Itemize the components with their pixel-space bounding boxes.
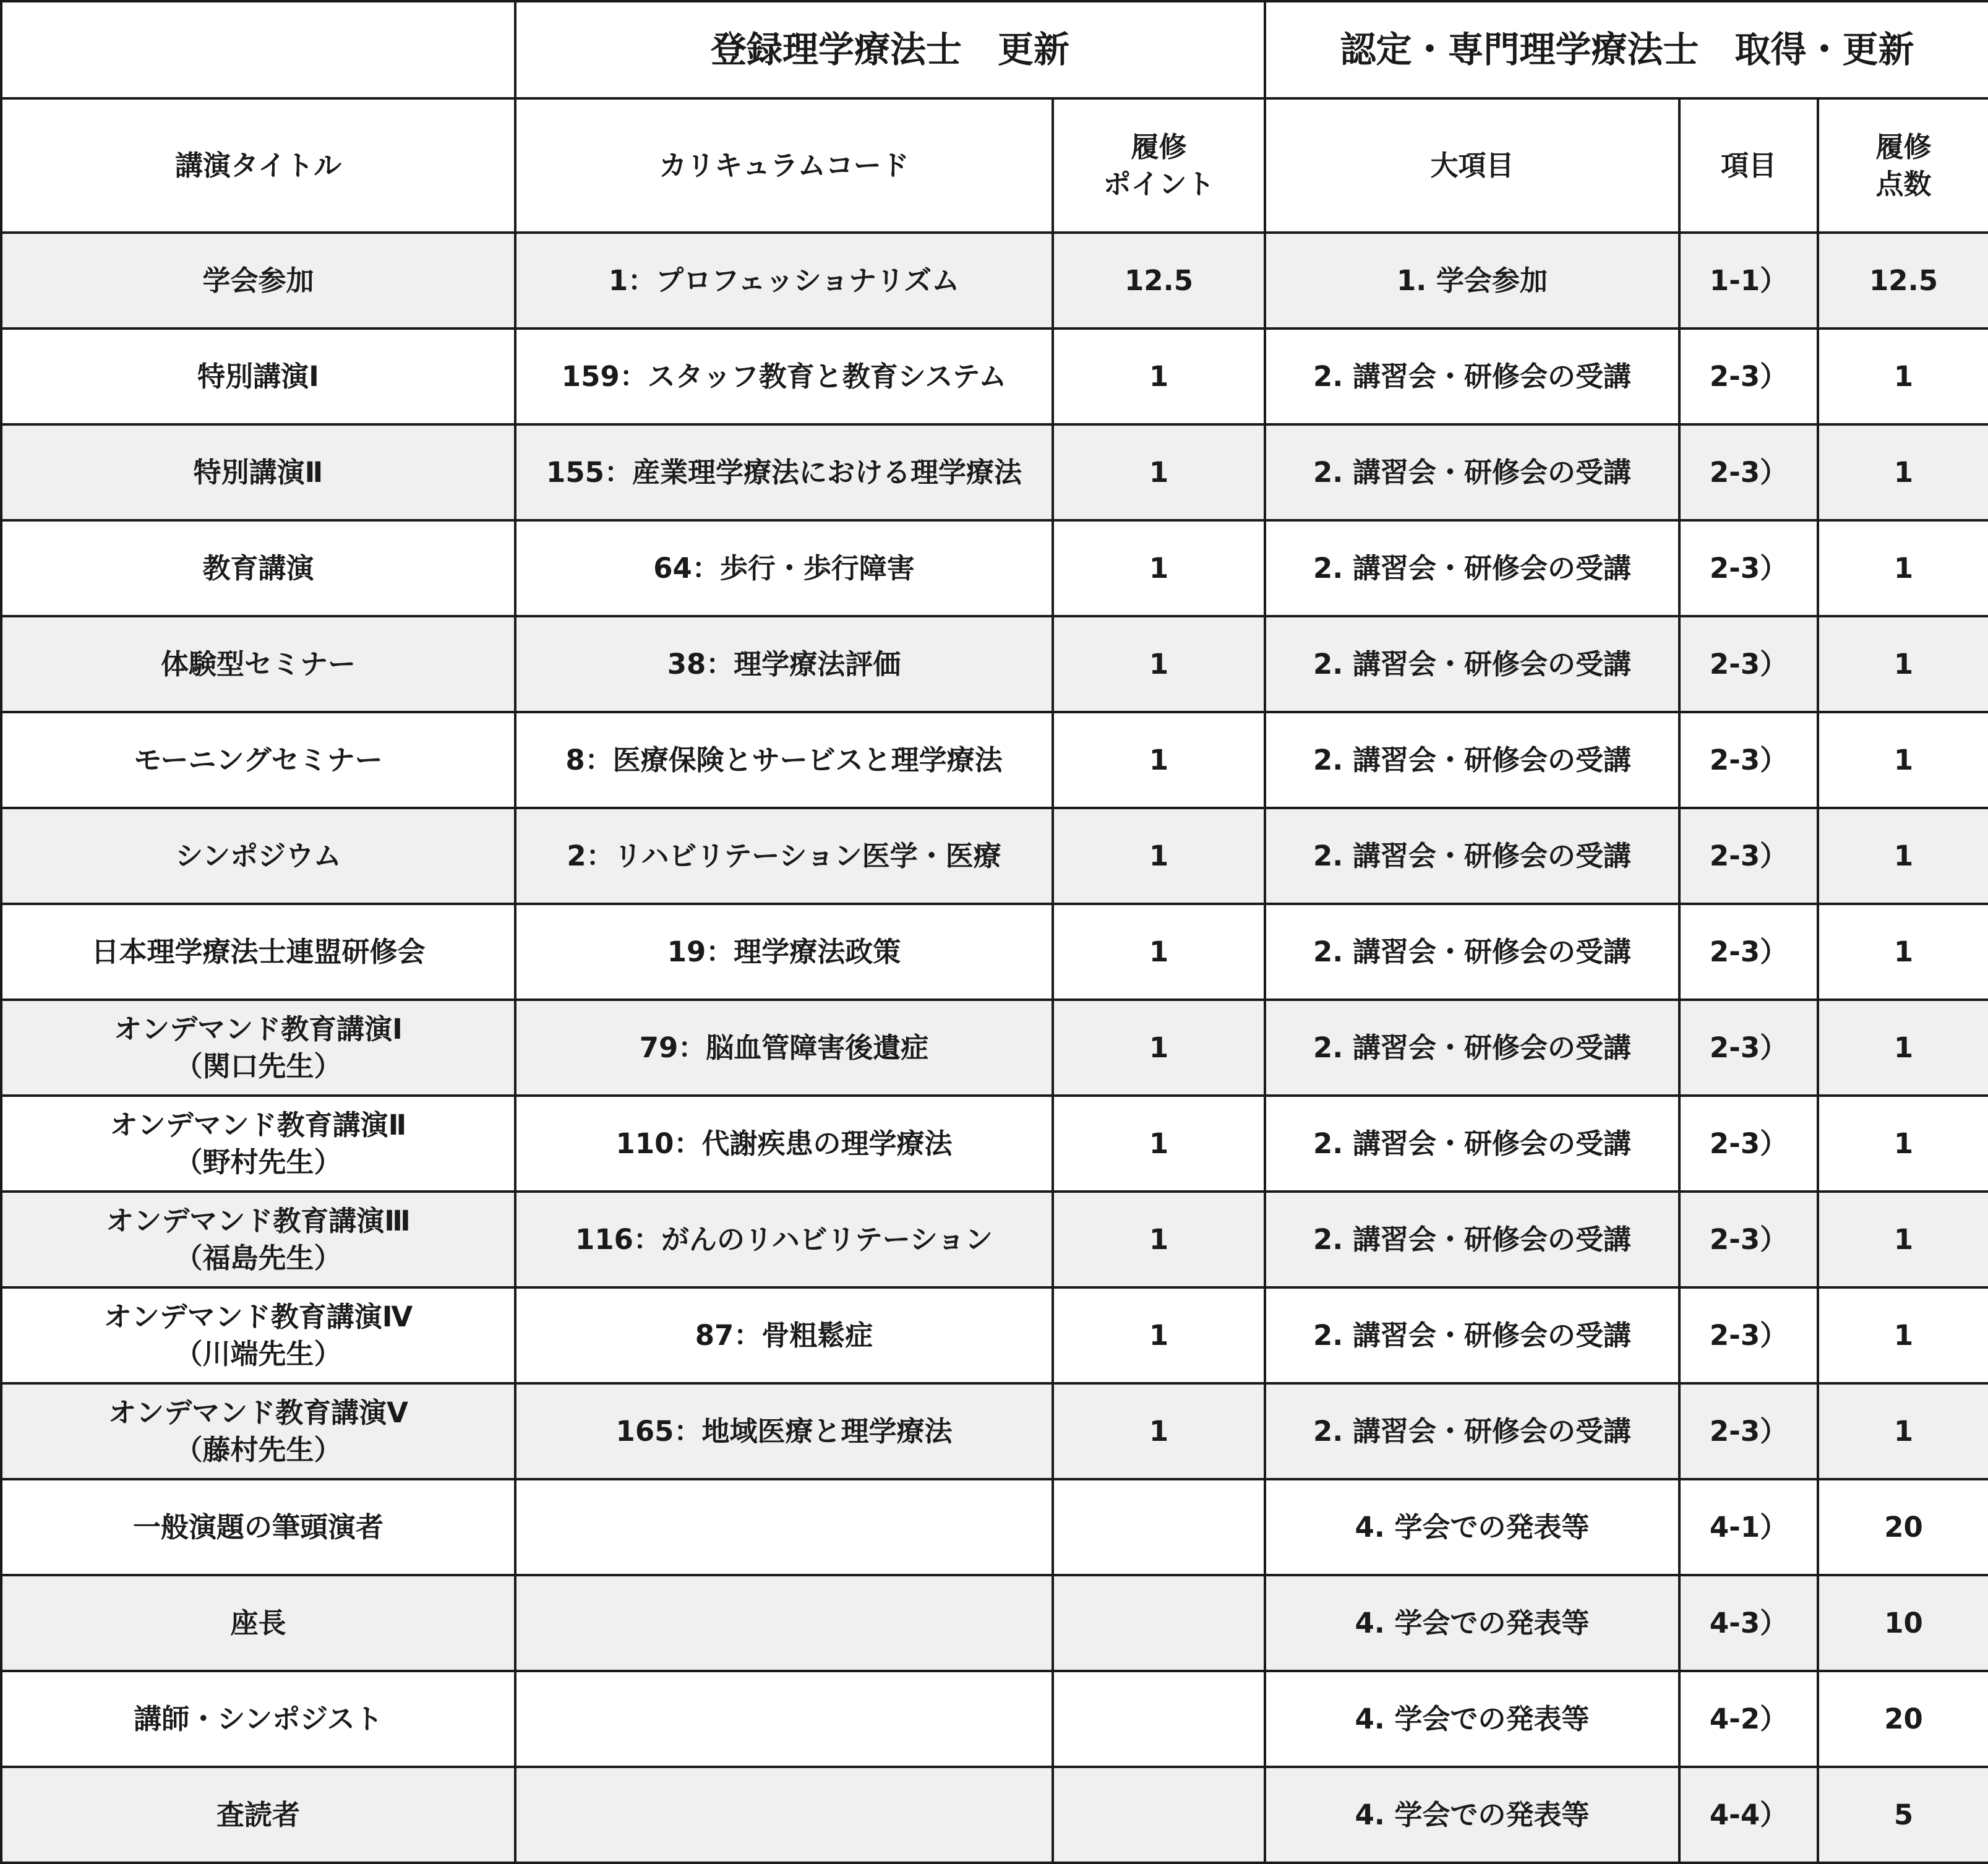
points-cell — [1053, 1671, 1265, 1767]
lecture-title: 日本理学療法士連盟研修会 — [91, 935, 426, 968]
lecture-lecturer: （藤村先生） — [174, 1433, 342, 1466]
table-row — [1, 616, 1988, 712]
curriculum-code-cell: 155：産業理学療法における理学療法 — [515, 424, 1053, 520]
lecture-title: モーニングセミナー — [134, 743, 383, 776]
lecture-title-cell — [1, 904, 515, 1000]
lecture-lecturer: （福島先生） — [174, 1241, 342, 1274]
category-cell: 4. 学会での発表等 — [1265, 1575, 1679, 1671]
curriculum-code-cell: 38：理学療法評価 — [515, 616, 1053, 712]
lecture-title-cell — [1, 1767, 515, 1863]
score-cell: 1 — [1818, 1192, 1988, 1287]
curriculum-code-cell: 165：地域医療と理学療法 — [515, 1383, 1053, 1479]
col-score-header-line1: 履修 — [1875, 131, 1932, 164]
category-cell: 2. 講習会・研修会の受講 — [1265, 1000, 1679, 1096]
table-row — [1, 1575, 1988, 1671]
lecture-title-cell — [1, 520, 515, 616]
category-cell: 2. 講習会・研修会の受講 — [1265, 904, 1679, 1000]
header-blank-cell — [1, 1, 515, 98]
lecture-title: オンデマンド教育講演Ⅱ — [109, 1109, 407, 1142]
category-cell: 2. 講習会・研修会の受講 — [1265, 1192, 1679, 1287]
points-cell: 1 — [1053, 904, 1265, 1000]
category-cell: 2. 講習会・研修会の受講 — [1265, 1096, 1679, 1192]
points-cell: 1 — [1053, 520, 1265, 616]
lecture-title: 一般演題の筆頭演者 — [132, 1510, 383, 1544]
lecture-title: 査読者 — [216, 1798, 300, 1831]
points-cell — [1053, 1767, 1265, 1863]
score-cell: 1 — [1818, 1096, 1988, 1192]
score-cell: 1 — [1818, 712, 1988, 808]
lecture-title-cell — [1, 616, 515, 712]
score-cell: 1 — [1818, 1383, 1988, 1479]
lecture-title: シンポジウム — [175, 839, 341, 872]
table-row — [1, 904, 1988, 1000]
category-cell: 1. 学会参加 — [1265, 233, 1679, 329]
curriculum-code-cell: 19：理学療法政策 — [515, 904, 1053, 1000]
category-cell: 2. 講習会・研修会の受講 — [1265, 424, 1679, 520]
group-registered-header: 登録理学療法士 更新 — [515, 1, 1265, 98]
lecture-title: 座長 — [230, 1606, 286, 1639]
curriculum-code-cell — [515, 1767, 1053, 1863]
lecture-title-cell — [1, 1192, 515, 1287]
points-cell: 1 — [1053, 712, 1265, 808]
points-cell: 1 — [1053, 616, 1265, 712]
lecture-title-cell — [1, 1575, 515, 1671]
item-cell: 2-3） — [1679, 904, 1818, 1000]
points-cell: 1 — [1053, 1096, 1265, 1192]
points-cell: 1 — [1053, 329, 1265, 424]
score-cell: 10 — [1818, 1575, 1988, 1671]
score-cell: 1 — [1818, 904, 1988, 1000]
category-cell: 2. 講習会・研修会の受講 — [1265, 1287, 1679, 1383]
lecture-title: 特別講演Ⅰ — [197, 359, 319, 393]
curriculum-code-cell: 87：骨粗鬆症 — [515, 1287, 1053, 1383]
table-row — [1, 1479, 1988, 1575]
lecture-title-cell — [1, 712, 515, 808]
col-score-header — [1818, 98, 1988, 233]
points-cell: 1 — [1053, 1383, 1265, 1479]
category-cell: 4. 学会での発表等 — [1265, 1767, 1679, 1863]
col-points-header-line2: ポイント — [1103, 167, 1215, 200]
lecture-title-cell — [1, 1287, 515, 1383]
lecture-title-cell — [1, 1479, 515, 1575]
table-row — [1, 712, 1988, 808]
item-cell: 1-1） — [1679, 233, 1818, 329]
score-cell: 1 — [1818, 520, 1988, 616]
curriculum-code-cell: 2：リハビリテーション医学・医療 — [515, 808, 1053, 904]
col-points-header-line1: 履修 — [1131, 131, 1187, 164]
lecture-title-cell — [1, 329, 515, 424]
points-cell: 1 — [1053, 808, 1265, 904]
item-cell: 2-3） — [1679, 1383, 1818, 1479]
item-cell: 2-3） — [1679, 1287, 1818, 1383]
lecture-lecturer: （関口先生） — [174, 1049, 342, 1083]
score-cell: 1 — [1818, 616, 1988, 712]
group-certified-header: 認定・専門理学療法士 取得・更新 — [1265, 1, 1988, 98]
lecture-title: オンデマンド教育講演Ⅲ — [106, 1205, 411, 1238]
table-row — [1, 520, 1988, 616]
curriculum-code-cell: 64：歩行・歩行障害 — [515, 520, 1053, 616]
curriculum-code-cell: 116：がんのリハビリテーション — [515, 1192, 1053, 1287]
score-cell: 20 — [1818, 1479, 1988, 1575]
item-cell: 2-3） — [1679, 1192, 1818, 1287]
lecture-title-cell — [1, 1096, 515, 1192]
lecture-title: 特別講演Ⅱ — [193, 455, 323, 489]
lecture-title: オンデマンド教育講演Ⅰ — [114, 1013, 403, 1046]
category-cell: 2. 講習会・研修会の受講 — [1265, 808, 1679, 904]
curriculum-code-cell: 110：代謝疾患の理学療法 — [515, 1096, 1053, 1192]
lecture-title-cell — [1, 1000, 515, 1096]
item-cell: 2-3） — [1679, 712, 1818, 808]
table-row — [1, 808, 1988, 904]
score-cell: 12.5 — [1818, 233, 1988, 329]
col-category-header: 大項目 — [1265, 98, 1679, 233]
table-row — [1, 1192, 1988, 1287]
table-row — [1, 424, 1988, 520]
lecture-lecturer: （野村先生） — [174, 1145, 342, 1179]
item-cell: 4-2） — [1679, 1671, 1818, 1767]
lecture-lecturer: （川端先生） — [174, 1337, 342, 1370]
column-header-row — [1, 98, 1988, 233]
item-cell: 2-3） — [1679, 520, 1818, 616]
lecture-title-cell — [1, 1383, 515, 1479]
item-cell: 2-3） — [1679, 1096, 1818, 1192]
item-cell: 4-4） — [1679, 1767, 1818, 1863]
col-score-header-line2: 点数 — [1875, 167, 1932, 200]
lecture-title-cell — [1, 424, 515, 520]
score-cell: 5 — [1818, 1767, 1988, 1863]
lecture-title-cell — [1, 233, 515, 329]
table-row — [1, 1000, 1988, 1096]
item-cell: 2-3） — [1679, 1000, 1818, 1096]
score-cell: 1 — [1818, 1287, 1988, 1383]
group-header-row — [1, 1, 1988, 98]
category-cell: 2. 講習会・研修会の受講 — [1265, 1383, 1679, 1479]
item-cell: 2-3） — [1679, 424, 1818, 520]
item-cell: 4-1） — [1679, 1479, 1818, 1575]
table-body — [1, 233, 1988, 1863]
lecture-title-cell — [1, 1671, 515, 1767]
points-cell: 1 — [1053, 424, 1265, 520]
col-item-header: 項目 — [1679, 98, 1818, 233]
col-points-header — [1053, 98, 1265, 233]
col-curriculum-header: カリキュラムコード — [515, 98, 1053, 233]
score-cell: 1 — [1818, 808, 1988, 904]
category-cell: 4. 学会での発表等 — [1265, 1671, 1679, 1767]
table-row — [1, 1767, 1988, 1863]
score-cell: 1 — [1818, 424, 1988, 520]
lecture-title: オンデマンド教育講演Ⅳ — [103, 1300, 413, 1334]
lecture-title-cell — [1, 808, 515, 904]
points-cell — [1053, 1575, 1265, 1671]
curriculum-code-cell — [515, 1479, 1053, 1575]
curriculum-code-cell: 79：脳血管障害後遺症 — [515, 1000, 1053, 1096]
points-cell: 1 — [1053, 1000, 1265, 1096]
category-cell: 4. 学会での発表等 — [1265, 1479, 1679, 1575]
item-cell: 2-3） — [1679, 329, 1818, 424]
category-cell: 2. 講習会・研修会の受講 — [1265, 329, 1679, 424]
curriculum-code-cell — [515, 1671, 1053, 1767]
item-cell: 2-3） — [1679, 808, 1818, 904]
points-cell: 12.5 — [1053, 233, 1265, 329]
points-cell — [1053, 1479, 1265, 1575]
category-cell: 2. 講習会・研修会の受講 — [1265, 712, 1679, 808]
table-row — [1, 1287, 1988, 1383]
lecture-title: 講師・シンポジスト — [134, 1702, 383, 1735]
table-row — [1, 1383, 1988, 1479]
item-cell: 2-3） — [1679, 616, 1818, 712]
score-cell: 1 — [1818, 329, 1988, 424]
curriculum-code-cell: 1：プロフェッショナリズム — [515, 233, 1053, 329]
score-cell: 1 — [1818, 1000, 1988, 1096]
points-cell: 1 — [1053, 1287, 1265, 1383]
table-row — [1, 329, 1988, 424]
lecture-title: オンデマンド教育講演Ⅴ — [108, 1396, 408, 1430]
lecture-title: 体験型セミナー — [160, 647, 356, 681]
table-row — [1, 233, 1988, 329]
category-cell: 2. 講習会・研修会の受講 — [1265, 520, 1679, 616]
score-cell: 20 — [1818, 1671, 1988, 1767]
col-title-header: 講演タイトル — [1, 98, 515, 233]
curriculum-code-cell — [515, 1575, 1053, 1671]
lecture-title: 教育講演 — [202, 551, 314, 585]
item-cell: 4-3） — [1679, 1575, 1818, 1671]
curriculum-code-cell: 159：スタッフ教育と教育システム — [515, 329, 1053, 424]
category-cell: 2. 講習会・研修会の受講 — [1265, 616, 1679, 712]
lecture-title: 学会参加 — [202, 264, 314, 297]
table-row — [1, 1096, 1988, 1192]
curriculum-code-cell: 8：医療保険とサービスと理学療法 — [515, 712, 1053, 808]
points-cell: 1 — [1053, 1192, 1265, 1287]
table-row — [1, 1671, 1988, 1767]
